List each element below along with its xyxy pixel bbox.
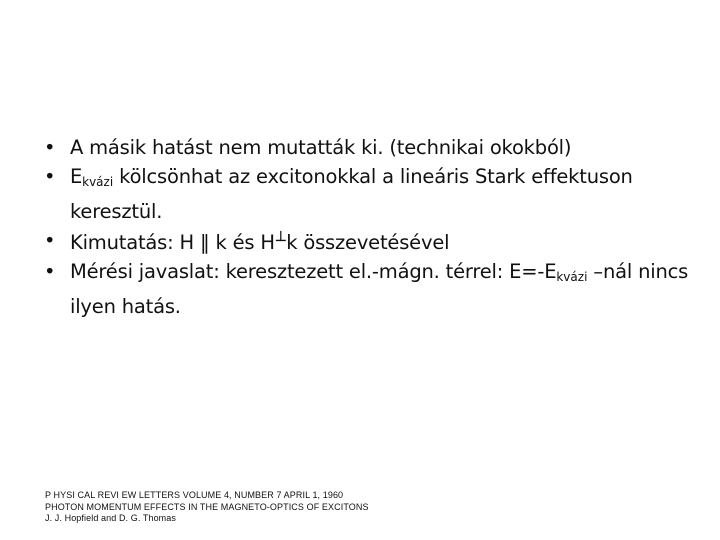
bullet-suffix: –nál nincs ilyen hatás. (70, 260, 689, 318)
citation-journal: P HYSI CAL REVI EW LETTERS VOLUME 4, NUMBER 7 APRIL 1, 1960 (45, 490, 344, 500)
bullet-text-part1: Kimutatás: H (70, 231, 200, 254)
bullet-item-1 (44, 133, 704, 162)
citation-title: PHOTON MOMENTUM EFFECTS IN THE MAGNETO-OPTICS OF EXCITONS (45, 501, 369, 512)
bullet-text-part2: k és H (209, 231, 275, 254)
bullet-marker: • (44, 229, 56, 252)
bullet-marker: • (44, 136, 56, 159)
bullet-list (44, 133, 704, 321)
bullet-text: A másik hatást nem mutatták ki. (technikai okokból) (70, 136, 572, 159)
bullet-item-2 (44, 162, 704, 226)
bullet-subscript: kvázi (556, 270, 588, 284)
citation-authors: J. J. Hopfield and D. G. Thomas (45, 513, 176, 523)
bullet-item-4 (44, 257, 704, 321)
bullet-item-3 (44, 226, 704, 257)
bullet-marker: • (44, 260, 56, 283)
bullet-prefix: E (70, 165, 83, 188)
parallel-symbol: ‖ (199, 231, 210, 254)
bullet-text: kölcsönhat az excitonokkal a lineáris Stark effektuson keresztül. (70, 165, 633, 223)
citation-reference (45, 490, 369, 525)
bullet-subscript: kvázi (82, 175, 114, 189)
bullet-marker: • (44, 165, 56, 188)
perpendicular-symbol: ┴ (275, 231, 286, 250)
bullet-text: Mérési javaslat: keresztezett el.-mágn. térrel: E=-E (70, 260, 557, 283)
bullet-text-part3: k összevetésével (286, 231, 450, 254)
